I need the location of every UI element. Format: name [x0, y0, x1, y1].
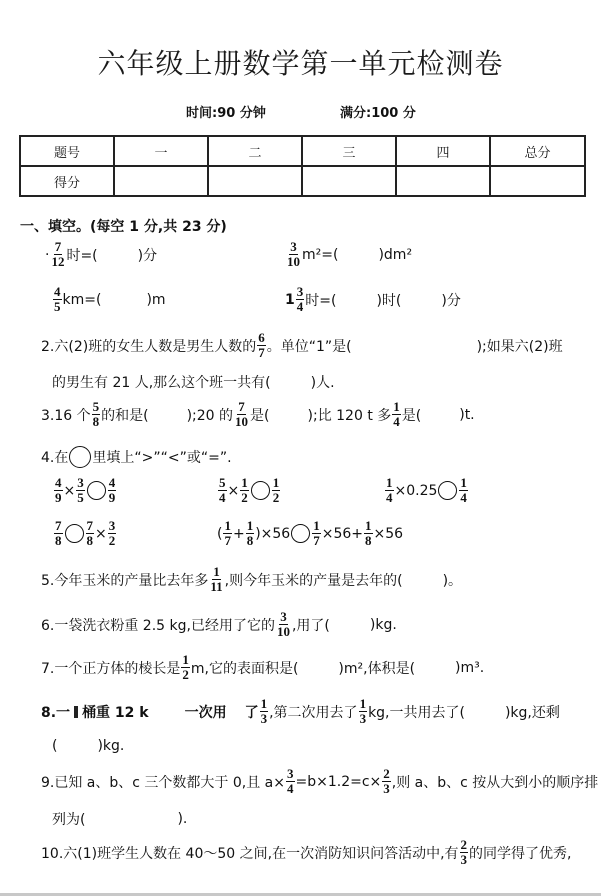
operator: ×: [227, 482, 240, 499]
denominator: 7: [224, 533, 231, 548]
denominator: 4: [219, 490, 226, 505]
text: );比 120 t 多: [307, 407, 392, 424]
fraction: [54, 519, 63, 548]
text: )kg,还剩: [504, 704, 560, 721]
question-5: [41, 565, 462, 594]
fraction: [382, 767, 391, 796]
question-2-line-2: [52, 372, 335, 392]
denominator: 3: [383, 781, 390, 796]
denominator: 2: [241, 490, 248, 505]
row-label: 得分: [20, 166, 114, 196]
fraction: [92, 400, 101, 429]
fraction: [257, 331, 266, 360]
denominator: 4: [460, 490, 467, 505]
fraction: [53, 285, 62, 314]
text: 一次用: [184, 704, 227, 721]
text: )kg.: [97, 738, 125, 754]
text: 是(: [401, 407, 422, 424]
text: )m³.: [455, 659, 485, 676]
denominator: 8: [55, 533, 62, 548]
fraction: [260, 697, 269, 726]
text: )kg.: [369, 616, 397, 633]
text: )分: [441, 292, 461, 309]
text: )×56: [255, 525, 291, 542]
text: ×56+: [321, 525, 363, 542]
compare-item-1: [53, 476, 117, 505]
denominator: 10: [276, 624, 290, 639]
text: 10.六(1)班学生人数在 40～50 之间,在一次消防知识问答活动中,有: [41, 845, 459, 862]
numerator: 2: [460, 837, 468, 852]
compare-circle[interactable]: [438, 481, 457, 500]
fraction: [385, 476, 394, 505]
question-2-line-1: [41, 331, 563, 360]
text: 的和是(: [101, 407, 149, 424]
numerator: 1: [393, 399, 400, 414]
denominator: 2: [182, 667, 189, 682]
numerator: 1: [224, 518, 231, 533]
text: )时(: [376, 292, 402, 309]
denominator: 8: [92, 414, 100, 429]
text: 6.一袋洗衣粉重 2.5 kg,已经用了它的: [41, 617, 275, 634]
text: 是(: [250, 407, 270, 424]
text: )dm²: [378, 246, 413, 263]
denominator: 4: [296, 299, 304, 314]
numerator: 1: [260, 696, 268, 711]
text: 9.已知 a、b、c 三个数都大于 0,且 a×: [41, 774, 285, 791]
denominator: 4: [386, 490, 393, 505]
operator: +: [232, 525, 245, 542]
numerator: 6: [258, 330, 265, 345]
section-heading: 一、填空。(每空 1 分,共 23 分): [20, 219, 227, 235]
numerator: 3: [290, 239, 297, 254]
fraction: [459, 476, 468, 505]
denominator: 11: [210, 579, 223, 594]
q1-item-a: [45, 240, 157, 269]
text: 2.六(2)班的女生人数是男生人数的: [41, 338, 257, 355]
header-cell: 四: [396, 136, 490, 166]
score-cell[interactable]: [302, 166, 396, 196]
denominator: 7: [258, 345, 265, 360]
numerator: 3: [108, 518, 116, 533]
text: ).: [177, 811, 188, 827]
compare-item-3: [384, 476, 469, 505]
text: 桶重 12 k: [82, 704, 149, 721]
denominator: 7: [313, 533, 320, 548]
text: ×56: [373, 525, 404, 542]
denominator: 8: [365, 533, 372, 548]
compare-item-2: [217, 476, 281, 505]
compare-circle[interactable]: [87, 481, 106, 500]
time-limit: 时间:90 分钟: [186, 106, 266, 121]
text: 时=(: [66, 247, 98, 264]
fraction: [181, 653, 190, 682]
text: =b×1.2=c×: [295, 773, 382, 790]
text: (: [217, 525, 223, 542]
numerator: 1: [272, 475, 280, 490]
numerator: 1: [386, 475, 393, 490]
text: 。单位“1”是(: [266, 338, 352, 355]
numerator: 5: [92, 399, 100, 414]
fraction: [234, 400, 249, 429]
q1-item-c: [52, 285, 166, 314]
text: ,用了(: [291, 617, 330, 634]
compare-circle[interactable]: [65, 524, 84, 543]
fraction: [218, 476, 227, 505]
text: (: [52, 738, 58, 754]
text: ,第二次用去了: [269, 704, 358, 721]
text: m²=(: [302, 246, 339, 263]
fraction: [50, 240, 65, 269]
question-6: [41, 610, 397, 639]
text: )分: [137, 247, 158, 264]
numerator: 7: [54, 239, 62, 254]
text: 的同学得了优秀,: [469, 845, 572, 862]
fraction: [286, 767, 295, 796]
numerator: 3: [280, 609, 287, 624]
score-cell[interactable]: [396, 166, 490, 196]
numerator: 1: [246, 518, 254, 533]
scan-artifact: [74, 706, 78, 718]
q1-item-b: [285, 240, 412, 269]
q1-item-d: [285, 285, 461, 314]
text: );20 的: [186, 407, 234, 424]
numerator: 2: [383, 766, 390, 781]
numerator: 1: [213, 564, 220, 579]
numerator: 4: [54, 284, 61, 299]
denominator: 4: [393, 414, 400, 429]
fraction: [272, 476, 281, 505]
operator: ×: [63, 482, 76, 499]
operator: ×: [95, 525, 107, 542]
fraction: [276, 610, 291, 639]
header-cell: 二: [208, 136, 302, 166]
text: ,则 a、b、c 按从大到小的顺序排: [391, 774, 599, 791]
fraction: [86, 519, 95, 548]
fraction: [286, 240, 301, 269]
fraction: [209, 565, 223, 594]
header-cell: 三: [302, 136, 396, 166]
text: 时=(: [305, 292, 337, 309]
numerator: 3: [296, 284, 304, 299]
fraction: [359, 697, 368, 726]
score-table-score-row: [20, 166, 585, 196]
text: 3.16 个: [41, 407, 91, 424]
fraction: [392, 400, 401, 429]
denominator: 8: [86, 533, 93, 548]
numerator: 7: [86, 518, 93, 533]
numerator: 3: [77, 475, 84, 490]
text: )m²,体积是(: [338, 660, 416, 677]
text: )m: [146, 291, 166, 308]
fraction: [240, 476, 249, 505]
fraction: [108, 519, 117, 548]
whole-number: 1: [285, 291, 295, 308]
text: )。: [442, 572, 463, 589]
fraction: [223, 519, 232, 548]
fraction: [54, 476, 63, 505]
denominator: 9: [55, 490, 62, 505]
text: 8.一: [41, 704, 71, 721]
compare-circle[interactable]: [251, 481, 270, 500]
numerator: 4: [55, 475, 62, 490]
text: km=(: [62, 291, 102, 308]
numerator: 5: [219, 475, 226, 490]
denominator: 10: [235, 414, 249, 429]
text: ×0.25: [394, 482, 438, 499]
text: 列为(: [52, 812, 86, 828]
fraction: [364, 519, 373, 548]
score-cell[interactable]: [114, 166, 208, 196]
page-title: 六年级上册数学第一单元检测卷: [97, 47, 504, 80]
fraction: [312, 519, 321, 548]
score-cell[interactable]: [490, 166, 585, 196]
question-8-line-1: [41, 697, 560, 726]
denominator: 3: [359, 711, 367, 726]
numerator: 1: [182, 652, 189, 667]
text: 7.一个正方体的棱长是: [41, 660, 181, 677]
numerator: 1: [460, 475, 467, 490]
fraction: [108, 476, 117, 505]
question-4-instruction: [41, 446, 232, 468]
question-9-line-2: [52, 809, 187, 829]
text: kg,一共用去了(: [368, 704, 465, 721]
compare-item-5: [217, 519, 403, 548]
text: 了: [244, 704, 259, 721]
dot-mark: ·: [45, 246, 50, 263]
score-table: [19, 135, 586, 197]
text: )t.: [459, 406, 475, 423]
header-cell: 总分: [490, 136, 585, 166]
full-score: 满分:100 分: [340, 106, 416, 121]
text: 4.在: [41, 450, 69, 466]
text: ,则今年玉米的产量是去年的(: [224, 572, 403, 589]
numerator: 7: [238, 399, 245, 414]
fraction: [296, 285, 305, 314]
circle-icon: [69, 446, 91, 468]
denominator: 3: [260, 711, 268, 726]
question-10: [41, 838, 571, 867]
denominator: 2: [272, 490, 280, 505]
score-cell[interactable]: [208, 166, 302, 196]
denominator: 8: [246, 533, 254, 548]
denominator: 12: [51, 254, 65, 269]
denominator: 5: [54, 299, 61, 314]
numerator: 1: [313, 518, 320, 533]
question-3: [41, 400, 475, 429]
text: );如果六(2)班: [476, 338, 563, 355]
denominator: 5: [77, 490, 84, 505]
text: )人.: [310, 375, 335, 391]
denominator: 2: [108, 533, 116, 548]
text: 里填上“>”“<”或“=”.: [92, 450, 232, 466]
numerator: 1: [359, 696, 367, 711]
numerator: 7: [55, 518, 62, 533]
header-cell: 一: [114, 136, 208, 166]
denominator: 4: [287, 781, 294, 796]
denominator: 10: [287, 254, 300, 269]
question-7: [41, 653, 484, 682]
fraction: [246, 519, 255, 548]
text: m,它的表面积是(: [190, 660, 299, 677]
denominator: 9: [108, 490, 116, 505]
fraction: [460, 838, 469, 867]
denominator: 3: [460, 852, 468, 867]
header-cell: 题号: [20, 136, 114, 166]
numerator: 1: [241, 475, 248, 490]
text: 的男生有 21 人,那么这个班一共有(: [52, 375, 271, 391]
compare-item-4: [53, 519, 117, 548]
numerator: 1: [365, 518, 372, 533]
question-9-line-1: [41, 767, 598, 796]
numerator: 4: [108, 475, 116, 490]
numerator: 3: [287, 766, 294, 781]
compare-circle[interactable]: [291, 524, 310, 543]
question-8-line-2: [52, 738, 124, 754]
score-table-header-row: [20, 136, 585, 166]
fraction: [76, 476, 85, 505]
text: 5.今年玉米的产量比去年多: [41, 572, 209, 589]
